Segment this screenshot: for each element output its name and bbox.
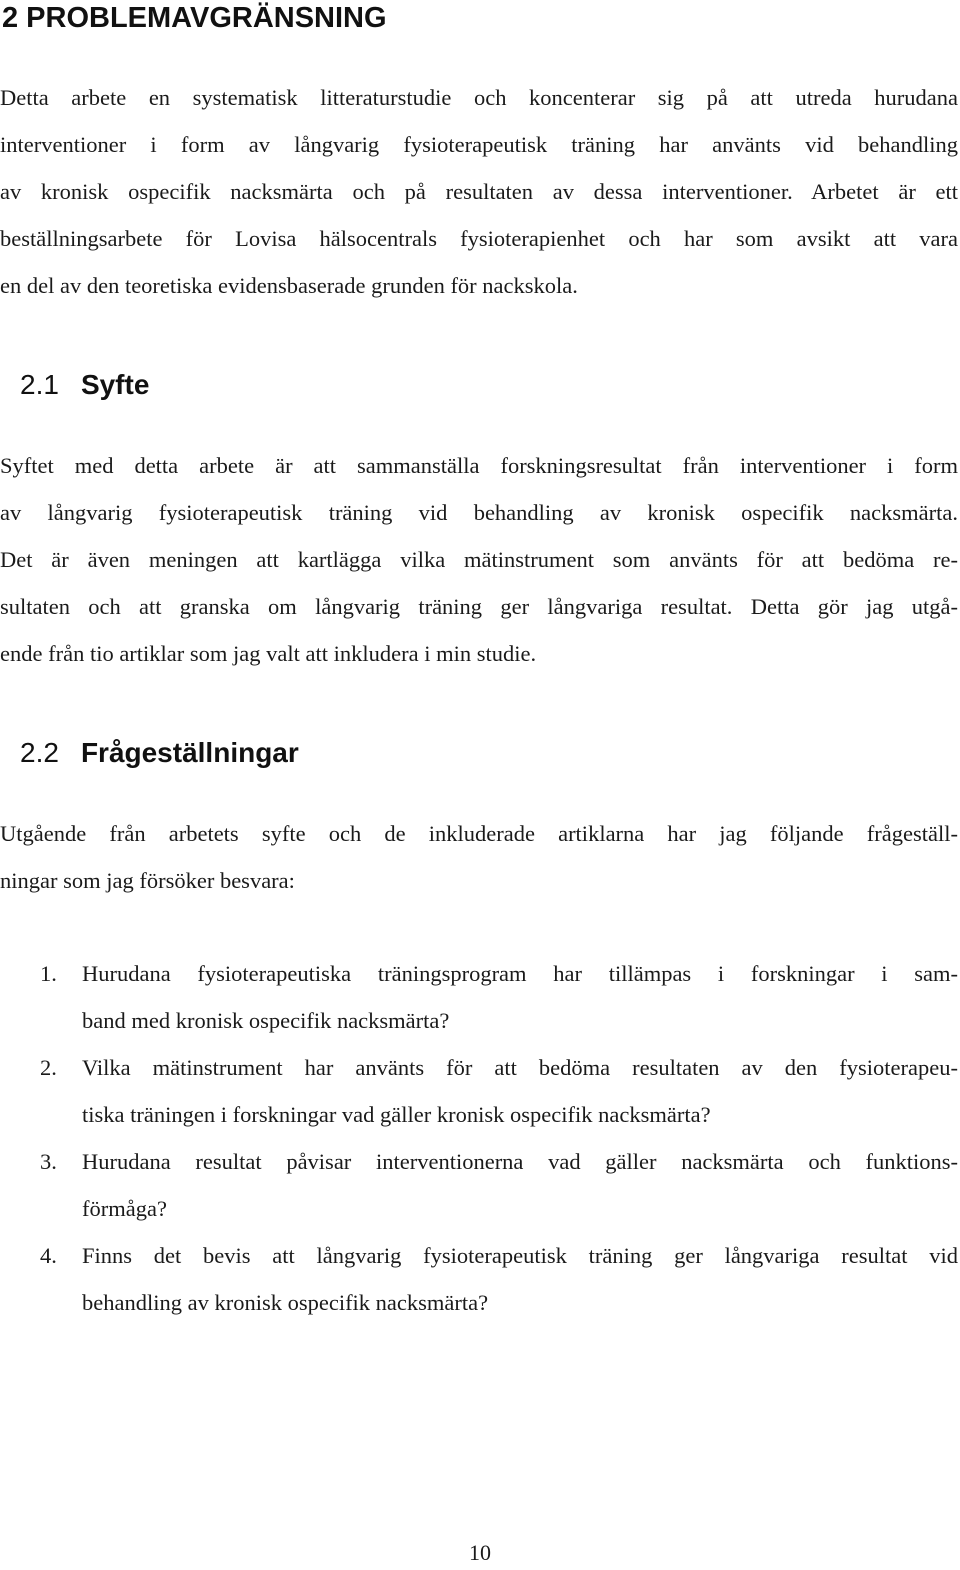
list-item-number: 3.	[40, 1149, 57, 1174]
text-line: beställningsarbete för Lovisa hälsocentrals fysioterapienhet och har som avsikt att vara	[0, 226, 958, 251]
text-line: sultaten och att granska om långvarig träning ger långvariga resultat. Detta gör jag utgå-	[0, 594, 958, 619]
text-line: Hurudana resultat påvisar interventionerna vad gäller nacksmärta och funktions-	[82, 1149, 958, 1174]
text-line: behandling av kronisk ospecifik nacksmärta?	[82, 1290, 489, 1315]
purpose-paragraph	[0, 442, 958, 677]
list-item-number: 1.	[40, 961, 57, 986]
intro-paragraph	[0, 74, 958, 309]
section-number: 2.2	[20, 737, 59, 768]
text-line: av kronisk ospecifik nacksmärta och på resultaten av dessa interventioner. Arbetet är ett	[0, 179, 958, 204]
list-item	[0, 1138, 958, 1232]
text-line: Det är även meningen att kartlägga vilka mätinstrument som använts för att bedöma re-	[0, 547, 958, 572]
text-line: tiska träningen i forskningar vad gäller kronisk ospecifik nacksmärta?	[82, 1102, 711, 1127]
text-line: Finns det bevis att långvarig fysioterapeutisk träning ger långvariga resultat vid	[82, 1243, 958, 1268]
text-line: Hurudana fysioterapeutiska träningsprogram har tillämpas i forskningar i sam-	[82, 961, 958, 986]
text-line: ningar som jag försöker besvara:	[0, 868, 295, 893]
research-questions-list	[0, 950, 958, 1326]
chapter-heading: 2 PROBLEMAVGRÄNSNING	[2, 2, 387, 34]
list-item-number: 4.	[40, 1243, 57, 1268]
list-item	[0, 950, 958, 1044]
page-number: 10	[469, 1540, 491, 1565]
section-title: Syfte	[80, 369, 150, 400]
text-line: Vilka mätinstrument har använts för att bedöma resultaten av den fysioterapeu-	[82, 1055, 958, 1080]
list-item-number: 2.	[40, 1055, 57, 1080]
section-heading-syfte	[20, 368, 149, 402]
text-line: ende från tio artiklar som jag valt att inkludera i min studie.	[0, 641, 537, 666]
text-line: band med kronisk ospecifik nacksmärta?	[82, 1008, 450, 1033]
text-line: av långvarig fysioterapeutisk träning vid behandling av kronisk ospecifik nacksmärta.	[0, 500, 958, 525]
text-line: en del av den teoretiska evidensbaserade grunden för nackskola.	[0, 273, 578, 298]
questions-intro-paragraph	[0, 810, 958, 904]
text-line: förmåga?	[82, 1196, 167, 1221]
list-item	[0, 1044, 958, 1138]
text-line: interventioner i form av långvarig fysioterapeutisk träning har använts vid behandling	[0, 132, 958, 157]
section-number: 2.1	[20, 369, 59, 400]
text-line: Syftet med detta arbete är att sammanställa forskningsresultat från interventioner i form	[0, 453, 958, 478]
section-heading-fragestallningar	[20, 736, 299, 770]
list-item	[0, 1232, 958, 1326]
section-title: Frågeställningar	[80, 737, 299, 768]
text-line: Utgående från arbetets syfte och de inkluderade artiklarna har jag följande frågeställ-	[0, 821, 958, 846]
text-line: Detta arbete en systematisk litteraturstudie och koncenterar sig på att utreda hurudana	[0, 85, 958, 110]
